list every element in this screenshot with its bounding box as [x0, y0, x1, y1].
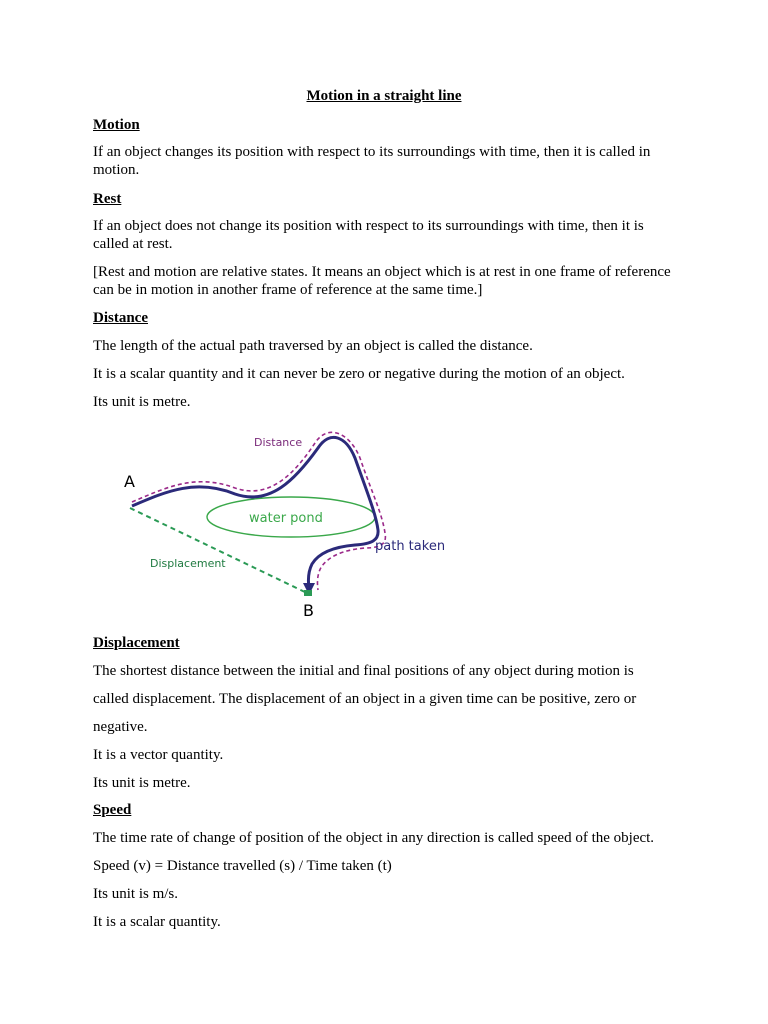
path-taken-label: path taken — [375, 539, 446, 554]
point-b-label: B — [303, 601, 314, 620]
distance-definition: The length of the actual path traversed by an object is called the distance. — [93, 338, 533, 354]
rest-definition: If an object does not change its position with respect to its surroundings with time, then it is called at rest. — [93, 218, 644, 252]
speed-property: It is a scalar quantity. — [93, 914, 221, 930]
displacement-definition-line1: The shortest distance between the initial and final positions of any object during motion is — [93, 663, 634, 679]
water-pond-label: water pond — [249, 511, 323, 526]
speed-definition: The time rate of change of position of the object in any direction is called speed of the object. — [93, 830, 655, 846]
point-a-label: A — [124, 472, 135, 491]
displacement-property: It is a vector quantity. — [93, 747, 224, 763]
displacement-heading: Displacement — [93, 635, 180, 651]
rest-note: [Rest and motion are relative states. It means an object which is at rest in one frame of reference can be in motion in another frame of reference at the same time.] — [93, 264, 671, 298]
displacement-unit: Its unit is metre. — [93, 775, 191, 791]
distance-displacement-diagram — [110, 418, 470, 628]
speed-formula: Speed (v) = Distance travelled (s) / Time taken (t) — [93, 858, 392, 874]
distance-label: Distance — [254, 436, 303, 449]
speed-unit: Its unit is m/s. — [93, 886, 179, 902]
displacement-definition-line3: negative. — [93, 719, 148, 735]
page-title: Motion in a straight line — [306, 88, 462, 104]
distance-heading: Distance — [93, 310, 148, 326]
displacement-definition-line2: called displacement. The displacement of an object in a given time can be positive, zero or — [93, 691, 637, 707]
motion-heading: Motion — [93, 117, 140, 133]
displacement-label: Displacement — [150, 557, 226, 570]
distance-unit: Its unit is metre. — [93, 394, 191, 410]
distance-property: It is a scalar quantity and it can never be zero or negative during the motion of an object. — [93, 366, 625, 382]
rest-heading: Rest — [93, 191, 122, 207]
speed-heading: Speed — [93, 802, 132, 818]
point-b-marker — [304, 590, 312, 596]
motion-definition: If an object changes its position with respect to its surroundings with time, then it is called in motion. — [93, 144, 651, 178]
